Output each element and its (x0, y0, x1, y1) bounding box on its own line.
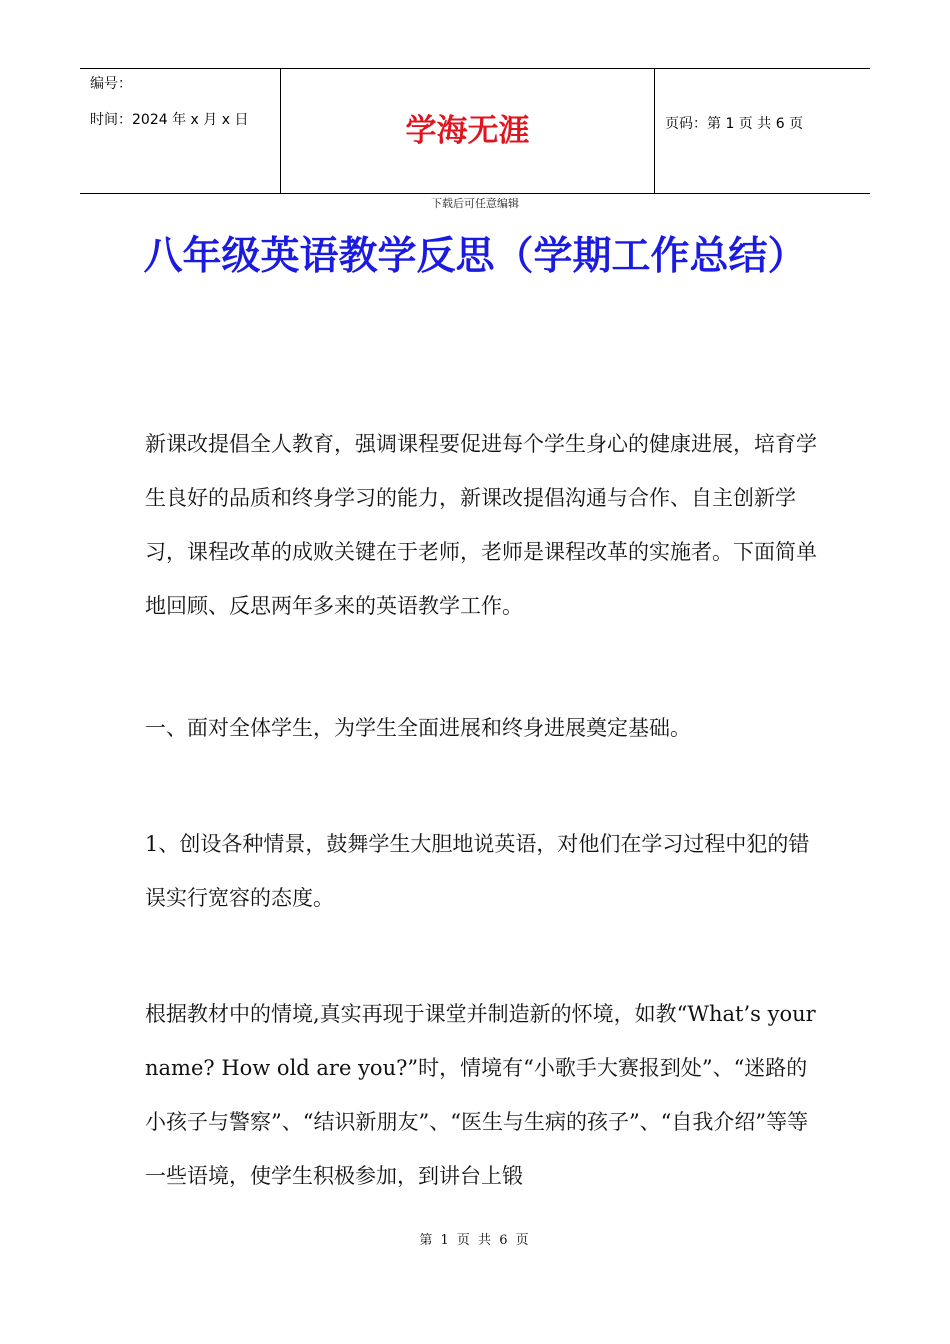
page-footer: 第 1 页 共 6 页 (419, 1233, 531, 1248)
header-middle-cell (281, 69, 655, 193)
document-number-label: 编号： (90, 76, 132, 92)
header-table (80, 68, 870, 194)
document-time-label: 时间：2024 年 x 月 x 日 (90, 112, 249, 128)
paragraph-intro: 新课改提倡全人教育，强调课程要促进每个学生身心的健康进展，培育学生良好的品质和终身学习的能力，新课改提倡沟通与合作、自主创新学习，课程改革的成败关键在于老师，老师是课程改革的实施者。下面简单地回顾、反思两年多来的英语教学工作。 (145, 432, 817, 618)
paragraph-section-heading: 一、面对全体学生，为学生全面进展和终身进展奠定基础。 (145, 716, 691, 740)
paragraph-example: 根据教材中的情境,真实再现于课堂并制造新的怀境，如教“What’s your name? How old are you?”时，情境有“小歌手大赛报到处”、“迷路的小孩子与警察”、“结识新朋友”、“医生与生病的孩子”、“自我介绍”等等一些语境，使学生积极参加，到讲台上锻 (145, 1002, 816, 1188)
paragraph-item-1: 1、创设各种情景，鼓舞学生大胆地说英语，对他们在学习过程中犯的错误实行宽容的态度。 (145, 832, 810, 910)
editable-note: 下载后可任意编辑 (431, 197, 519, 210)
header-right-cell (655, 69, 870, 193)
header-page-info: 页码：第 1 页 共 6 页 (665, 116, 804, 132)
document-title: 八年级英语教学反思（学期工作总结） (143, 234, 807, 279)
brand-logo-text: 学海无涯 (405, 113, 530, 149)
header-left-cell (80, 69, 281, 193)
